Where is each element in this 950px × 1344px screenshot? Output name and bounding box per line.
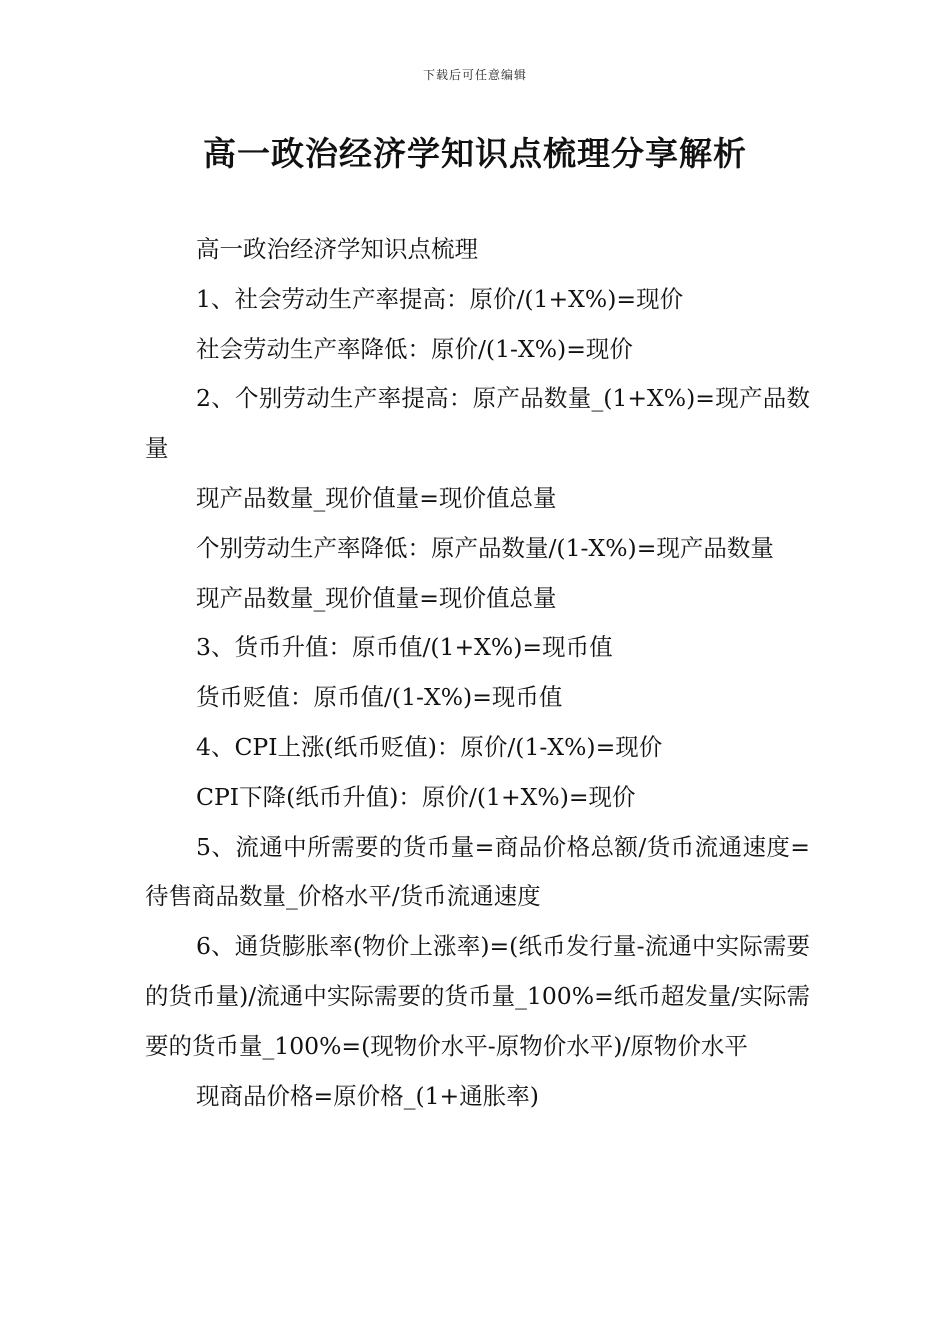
paragraph: 高一政治经济学知识点梳理	[196, 235, 478, 263]
paragraph: 现商品价格=原价格_(1+通胀率)	[196, 1081, 539, 1110]
paragraph: CPI下降(纸币升值)：原价/(1+X%)=现价	[196, 782, 636, 811]
paragraph: 6、通货膨胀率(物价上涨率)=(纸币发行量-流通中实际需要的货币量)/流通中实际需要的货币量_100%=纸币超发量/实际需要的货币量_100%=(现物价水平-原物价水平)/原物价水平	[145, 932, 810, 1060]
paragraph: 3、货币升值：原币值/(1+X%)=现币值	[196, 633, 613, 662]
paragraph: 货币贬值：原币值/(1-X%)=现币值	[196, 683, 563, 712]
document-title: 高一政治经济学知识点梳理分享解析	[203, 134, 747, 173]
header-note: 下载后可任意编辑	[422, 68, 527, 82]
document-body	[145, 225, 810, 1121]
paragraph: 现产品数量_现价值量=现价值总量	[196, 483, 557, 512]
paragraph: 现产品数量_现价值量=现价值总量	[196, 583, 557, 612]
paragraph: 2、个别劳动生产率提高：原产品数量_(1+X%)=现产品数量	[145, 384, 810, 463]
paragraph: 5、流通中所需要的货币量=商品价格总额/货币流通速度=待售商品数量_价格水平/货币流通速度	[145, 832, 810, 911]
paragraph: 4、CPI上涨(纸币贬值)：原价/(1-X%)=现价	[196, 732, 663, 761]
paragraph: 社会劳动生产率降低：原价/(1-X%)=现价	[196, 334, 633, 363]
paragraph: 1、社会劳动生产率提高：原价/(1+X%)=现价	[196, 284, 684, 313]
paragraph: 个别劳动生产率降低：原产品数量/(1-X%)=现产品数量	[196, 533, 774, 562]
